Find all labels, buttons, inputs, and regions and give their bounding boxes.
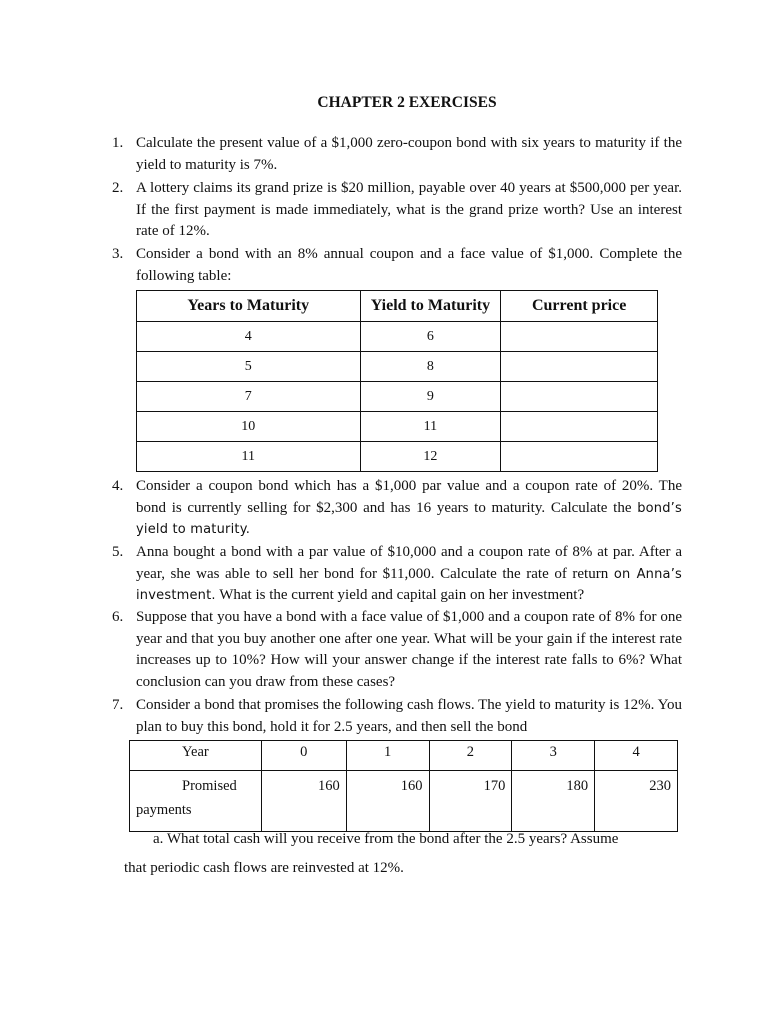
table-row [137,382,658,412]
year-cell: 1 [346,741,429,771]
year-label: Year [130,741,262,771]
part-a-line1: a. What total cash will you receive from the bond after the 2.5 years? Assume [153,831,619,847]
header-current-price: Current price [501,291,658,322]
exercise-text [136,476,682,541]
exercise-text-main: Consider a coupon bond which has a $1,000 par value and a coupon rate of 20%. The bond is currently selling for $2,300 and has 16 years to maturity. Calculate the [136,478,682,516]
bond-price-table [136,290,658,472]
table-row [137,412,658,442]
year-cell: 3 [512,741,595,771]
payment-cell: 230 [595,771,678,832]
exercise-2 [112,178,682,243]
exercise-text [136,542,682,607]
header-yield-to-maturity: Yield to Maturity [360,291,501,322]
exercise-text: Consider a bond with an 8% annual coupon and a face value of $1,000. Complete the following table: [136,246,682,284]
table-cell: 4 [137,322,361,352]
header-years-to-maturity: Years to Maturity [137,291,361,322]
exercise-text-tail: What is the current yield and capital gain on her investment? [219,587,585,603]
exercise-text-inline: bond’s yield to maturity. [136,500,682,537]
year-cell: 0 [261,741,346,771]
table-cell: 6 [360,322,501,352]
exercise-7 [112,695,682,738]
exercise-4 [112,476,682,541]
payment-cell: 160 [346,771,429,832]
year-cell: 2 [429,741,512,771]
exercise-5 [112,542,682,607]
table-row [137,322,658,352]
table-cell: 9 [360,382,501,412]
page-title: CHAPTER 2 EXERCISES [317,94,497,111]
exercise-text: Calculate the present value of a $1,000 zero-coupon bond with six years to maturity if the yield to maturity is 7%. [136,135,682,173]
table-cell: 11 [360,412,501,442]
payments-label-line1: Promised [182,778,237,794]
payments-row [130,771,678,832]
exercise-text: Suppose that you have a bond with a face value of $1,000 and a coupon rate of 8% for one year and that you buy another one after one year. What will be your gain if the interest rate increases up to 10%? How will your answer change if the interest rate falls to 6%? What conclusion can you draw from these cases? [136,609,682,690]
table-row [137,352,658,382]
table-cell: 10 [137,412,361,442]
table-cell: 11 [137,442,361,472]
exercise-number: 6. [112,609,124,625]
exercise-number: 4. [112,478,124,494]
payments-label-line2: payments [136,802,192,818]
part-a-line2: that periodic cash flows are reinvested at 12%. [124,860,404,876]
table-cell [501,382,658,412]
table-cell: 8 [360,352,501,382]
table-cell [501,442,658,472]
exercise-text: A lottery claims its grand prize is $20 million, payable over 40 years at $500,000 per year. If the first payment is made immediately, what is the grand prize worth? Use an interest rate of 12%. [136,180,682,239]
exercise-6 [112,607,682,693]
exercise-number: 5. [112,544,124,560]
table-header-row [137,291,658,322]
table-cell [501,322,658,352]
exercise-text-inline: on Anna’s investment. [136,566,683,603]
exercise-number: 3. [112,246,124,262]
exercise-text-main: Anna bought a bond with a par value of $10,000 and a coupon rate of 8% at par. After a year, she was able to sell her bond for $11,000. Calculate the rate of return [136,544,682,582]
exercise-text: Consider a bond that promises the following cash flows. The yield to maturity is 12%. You plan to buy this bond, hold it for 2.5 years, and then sell the bond [136,697,682,735]
table-cell: 5 [137,352,361,382]
payment-cell: 170 [429,771,512,832]
table-cell: 7 [137,382,361,412]
exercise-3 [112,244,682,287]
payment-cell: 160 [261,771,346,832]
year-cell: 4 [595,741,678,771]
payment-cell: 180 [512,771,595,832]
exercise-number: 2. [112,180,124,196]
exercise-number: 7. [112,697,124,713]
exercise-1 [112,133,682,176]
exercise-number: 1. [112,135,124,151]
cash-flow-table [129,740,678,832]
table-cell [501,412,658,442]
year-row [130,741,678,771]
table-cell [501,352,658,382]
table-row [137,442,658,472]
payments-label [130,771,262,832]
table-cell: 12 [360,442,501,472]
